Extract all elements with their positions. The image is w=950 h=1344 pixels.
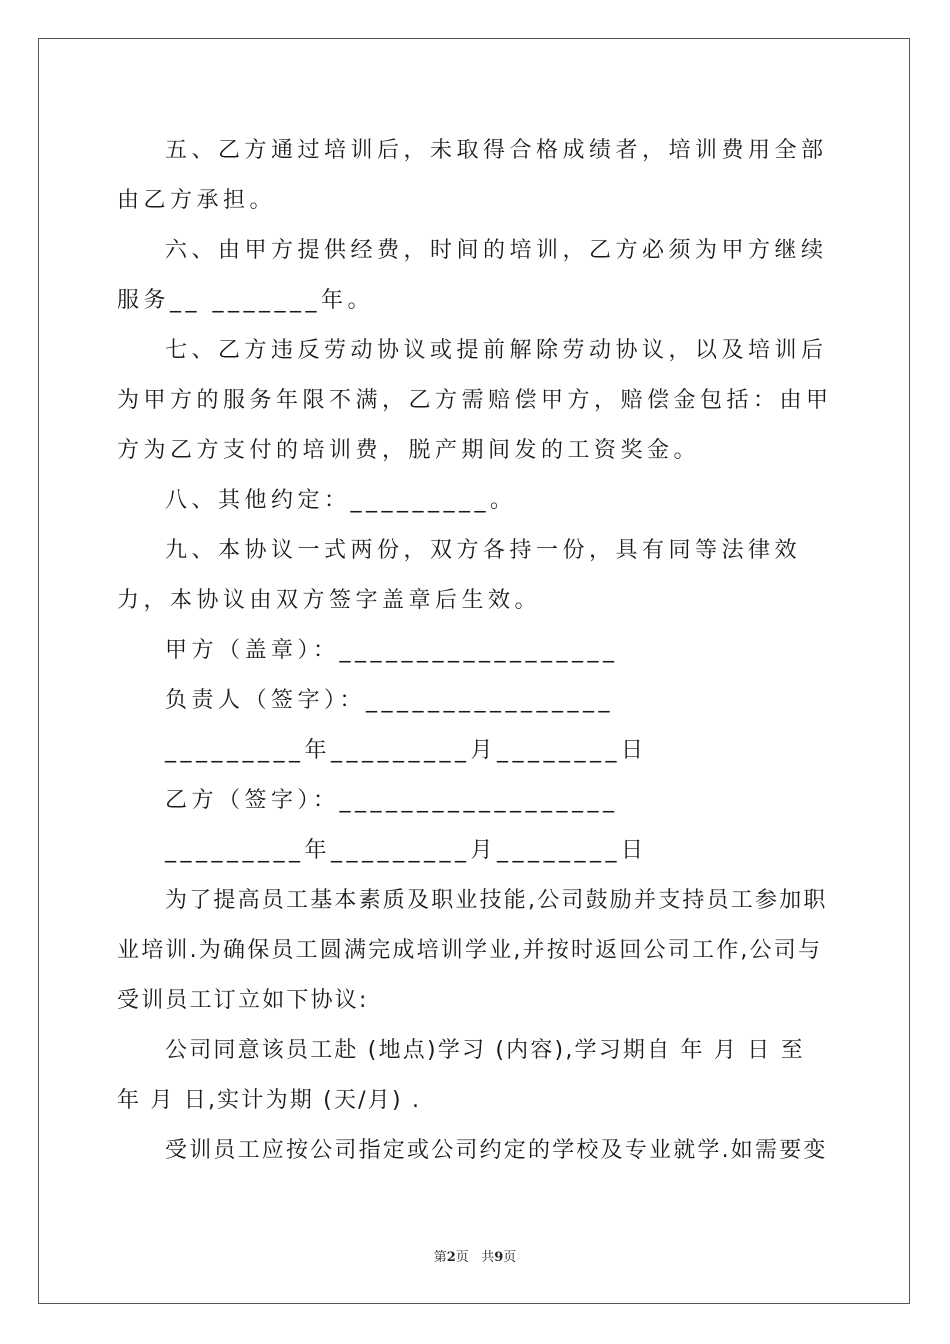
total-suffix: 页	[503, 1250, 517, 1265]
responsible-person-signature-line: 负责人（签字）：________________	[165, 688, 615, 713]
paragraph-clause-7: 七、乙方违反劳动协议或提前解除劳动协议，以及培训后为甲方的服务年限不满，乙方需赔偿甲方，赔偿金包括：由甲方为乙方支付的培训费，脱产期间发的工资奖金。	[117, 338, 833, 463]
page-prefix: 第	[433, 1250, 447, 1265]
paragraph-clause-8: 八、其他约定：_________。	[165, 488, 517, 513]
paragraph-training-school: 受训员工应按公司指定或公司约定的学校及专业就学.如需要变	[165, 1138, 828, 1163]
party-a-seal-line: 甲方（盖章）：__________________	[165, 638, 619, 663]
paragraph-clause-9: 九、本协议一式两份，双方各持一份，具有同等法律效力，本协议由双方签字盖章后生效。	[117, 538, 802, 613]
paragraph-training-location: 公司同意该员工赴 (地点)学习 (内容),学习期自 年 月 日 至 年 月 日,实计为期 (天/月) .	[117, 1038, 815, 1113]
document-body	[117, 126, 837, 1176]
page-footer	[0, 1246, 950, 1265]
paragraph-clause-6: 六、由甲方提供经费，时间的培训，乙方必须为甲方继续服务__ _______年。	[117, 238, 828, 313]
party-b-signature-line: 乙方（签字）：__________________	[165, 788, 619, 813]
total-prefix: 共	[481, 1250, 495, 1265]
paragraph-clause-5: 五、乙方通过培训后，未取得合格成绩者，培训费用全部由乙方承担。	[117, 138, 828, 213]
page-suffix: 页	[455, 1250, 469, 1265]
paragraph-training-intro: 为了提高员工基本素质及职业技能,公司鼓励并支持员工参加职业培训.为确保员工圆满完成培训学业,并按时返回公司工作,公司与受训员工订立如下协议:	[117, 888, 828, 1013]
party-b-date-line: _________年_________月________日	[165, 838, 648, 863]
total-pages-number: 9	[494, 1250, 504, 1265]
current-page-number: 2	[446, 1250, 456, 1265]
party-a-date-line: _________年_________月________日	[165, 738, 648, 763]
